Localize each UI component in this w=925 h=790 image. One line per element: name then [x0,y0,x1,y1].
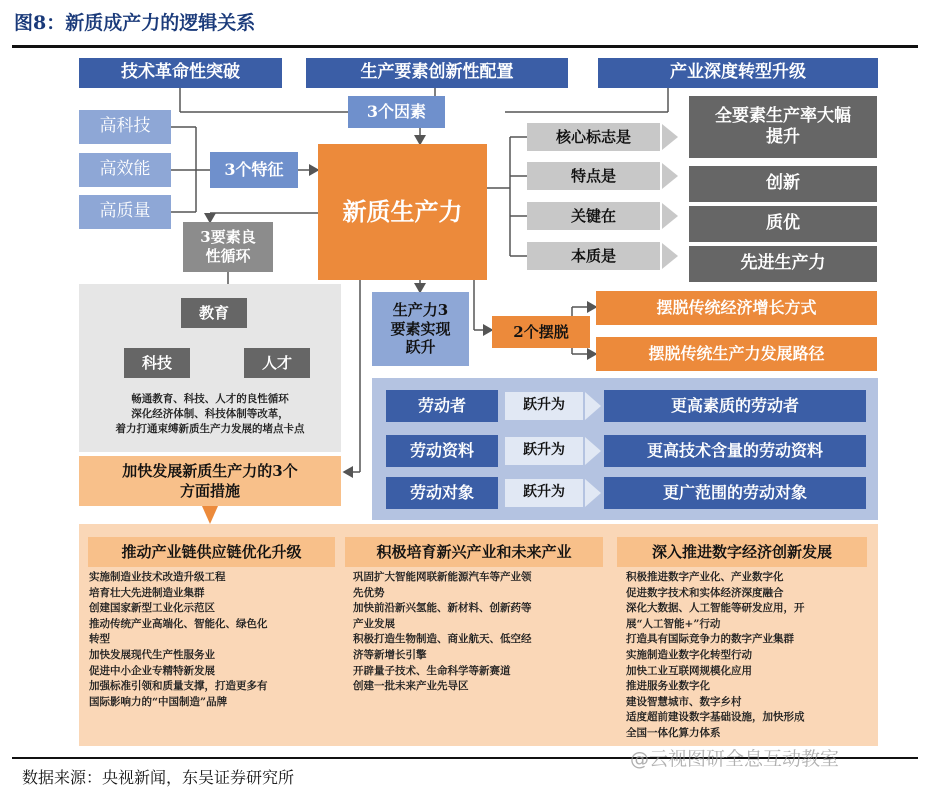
leap-verb: 跃升为 [505,479,583,507]
chevron-arrow-icon [585,437,601,465]
feature-high-quality: 高质量 [79,195,171,229]
list-item: 建设智慧城市、数字乡村 [626,695,742,708]
measure-list-emerging-industries [353,570,532,695]
chevron-arrow-icon [585,479,601,507]
leap-verb: 跃升为 [505,392,583,420]
figure-title: 图8：新质成产力的逻辑关系 [14,12,256,34]
measure-column-title-digital-economy: 深入推进数字经济创新发展 [617,537,867,567]
breakthrough-growth-mode: 摆脱传统经济增长方式 [596,291,877,325]
list-item: 加快工业互联网规模化应用 [626,664,752,677]
list-item: 产业发展 [353,617,395,630]
cycle-description-line: 着力打通束缚新质生产力发展的堵点卡点 [115,423,305,435]
list-item: 创建一批未来产业先导区 [353,680,469,693]
leap-from-means: 劳动资料 [386,435,498,467]
definition-value-advanced: 先进生产力 [689,246,877,282]
chevron-arrow-icon [662,243,678,269]
chevron-arrow-icon [585,392,601,420]
list-item: 推进服务业数字化 [626,680,710,693]
three-factors-label: 3个因素 [348,96,445,128]
new-quality-productivity: 新质生产力 [318,144,487,280]
source-note: 数据来源：央视新闻，东吴证券研究所 [22,768,295,787]
two-breakthroughs-label: 2个摆脱 [492,316,590,348]
list-item: 深化大数据、人工智能等研发应用，开 [626,602,805,615]
leap-to-objects: 更广范围的劳动对象 [604,477,866,509]
measure-column-title-emerging-industries: 积极培育新兴产业和未来产业 [345,537,603,567]
list-item: 国际影响力的“中国制造”品牌 [89,695,228,708]
three-measures-label-text: 加快发展新质生产力的3个方面措施 [122,461,298,500]
cycle-description-line: 深化经济体制、科技体制等改革， [131,408,289,420]
list-item: 加快前沿新兴氢能、新材料、创新药等 [353,602,532,615]
feature-high-efficiency: 高效能 [79,153,171,187]
list-item: 加强标准引领和质量支撑，打造更多有 [89,680,268,693]
list-item: 巩固扩大智能网联新能源汽车等产业领 [353,571,532,583]
leap-from-objects: 劳动对象 [386,477,498,509]
measure-column-title-supply-chain: 推动产业链供应链优化升级 [88,537,335,567]
measure-list-supply-chain [89,570,268,710]
breakthrough-productivity-path: 摆脱传统生产力发展路径 [596,337,877,371]
measure-list-digital-economy [626,570,805,742]
list-item: 培育壮大先进制造业集群 [89,586,205,599]
list-item: 开辟量子技术、生命科学等新赛道 [353,664,511,677]
list-item: 积极推进数字产业化、产业数字化 [626,571,784,583]
chevron-arrow-icon [662,163,678,189]
definition-value-quality: 质优 [689,206,877,242]
definition-key-feature: 特点是 [527,162,660,190]
definition-key-key: 关键在 [527,202,660,230]
list-item: 济等新增长引擎 [353,648,427,661]
definition-value-tfp: 全要素生产率大幅提升 [689,96,877,158]
chevron-arrow-icon [662,203,678,229]
cycle-node-technology: 科技 [124,348,190,378]
three-measures-label [79,456,341,506]
list-item: 打造具有国际竞争力的数字产业集群 [626,633,794,646]
factor-production-allocation: 生产要素创新性配置 [306,58,568,88]
feature-high-tech: 高科技 [79,110,171,144]
watermark: @云视图研全息互动教室 [630,748,840,770]
list-item: 促进中小企业专精特新发展 [89,664,215,677]
three-features-label: 3个特征 [210,152,298,188]
list-item: 积极打造生物制造、商业航天、低空经 [353,633,532,646]
cycle-description-line: 畅通教育、科技、人才的良性循环 [131,393,289,405]
definition-value-innovation: 创新 [689,166,877,202]
leap-from-laborer: 劳动者 [386,390,498,422]
list-item: 转型 [89,633,110,646]
list-item: 加快发展现代生产性服务业 [89,648,215,661]
factor-tech-revolution: 技术革命性突破 [79,58,282,88]
list-item: 创建国家新型工业化示范区 [89,602,215,615]
three-elements-cycle-label: 3要素良性循环 [183,222,273,272]
cycle-node-talent: 人才 [244,348,310,378]
list-item: 推动传统产业高端化、智能化、绿色化 [89,617,268,630]
list-item: 全国一体化算力体系 [626,726,721,739]
list-item: 实施制造业技术改造升级工程 [89,571,226,583]
list-item: 展“人工智能+”行动 [626,617,721,630]
list-item: 实施制造业数字化转型行动 [626,648,752,661]
chevron-arrow-icon [662,124,678,150]
definition-key-essence: 本质是 [527,242,660,270]
list-item: 适度超前建设数字基础设施，加快形成 [626,711,805,724]
leap-to-laborer: 更高素质的劳动者 [604,390,866,422]
list-item: 促进数字技术和实体经济深度融合 [626,586,784,599]
definition-key-core: 核心标志是 [527,123,660,151]
leap-verb: 跃升为 [505,437,583,465]
list-item: 先优势 [353,586,385,599]
leap-to-means: 更高技术含量的劳动资料 [604,435,866,467]
cycle-node-education: 教育 [181,298,247,328]
factor-industry-upgrade: 产业深度转型升级 [598,58,878,88]
production-leap-label: 生产力3要素实现跃升 [372,292,469,366]
cycle-description [79,392,341,437]
